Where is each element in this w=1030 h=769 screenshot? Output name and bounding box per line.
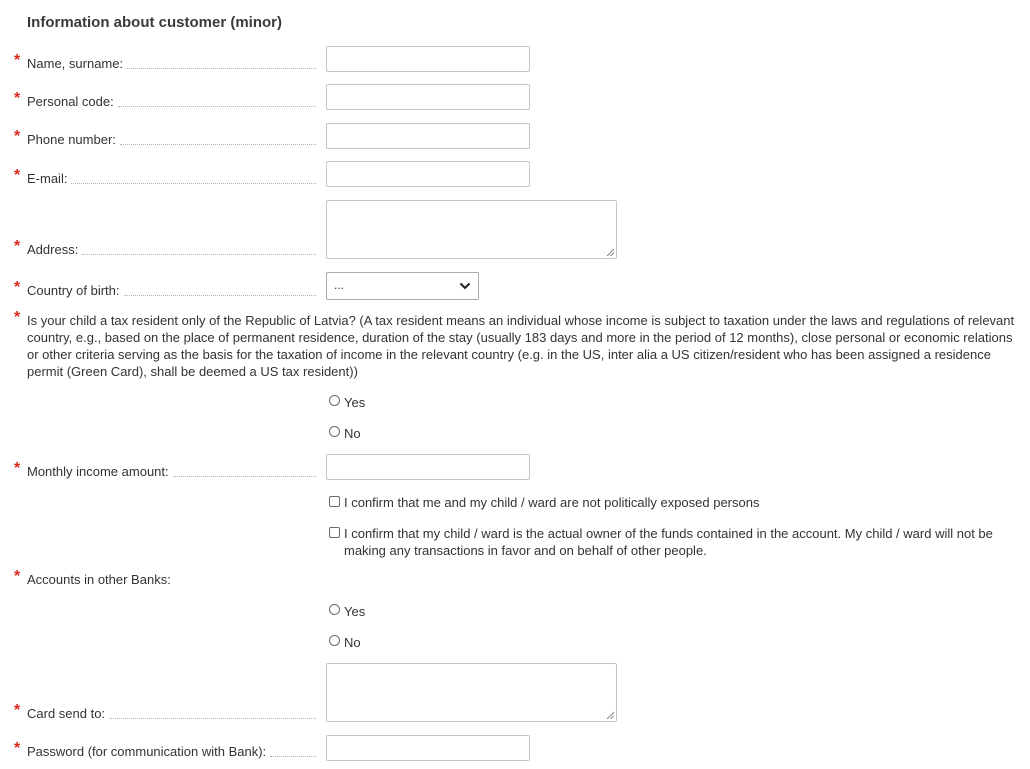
country-label (27, 283, 316, 299)
other-banks-label (27, 572, 171, 588)
confirm-owner-option[interactable] (329, 525, 1009, 559)
password-label (27, 744, 316, 760)
other-banks-yes-label[interactable]: Yes (344, 604, 366, 619)
required-star: * (14, 90, 21, 107)
card-send-to-textarea[interactable] (326, 663, 617, 722)
confirm-owner-label[interactable]: I confirm that my child / ward is the actual owner of the funds contained in the account. My child / ward will not be making any transactions in favor and on behalf of other people. (344, 526, 993, 558)
confirm-pep-label[interactable]: I confirm that me and my child / ward are not politically exposed persons (344, 495, 760, 510)
tax-resident-yes-radio[interactable] (329, 395, 340, 406)
required-star: * (14, 279, 21, 296)
password-input[interactable] (326, 735, 530, 761)
confirm-pep-option[interactable] (329, 494, 1009, 511)
country-select[interactable] (326, 272, 479, 300)
dotted-leader (120, 143, 316, 145)
email-label (27, 171, 316, 187)
address-label-text: Address: (27, 242, 79, 257)
resize-grip-icon[interactable] (606, 711, 614, 719)
phone-input[interactable] (326, 123, 530, 149)
name-label-text: Name, surname: (27, 56, 124, 71)
resize-grip-icon[interactable] (606, 248, 614, 256)
dotted-leader (270, 755, 316, 757)
tax-resident-yes-label[interactable]: Yes (344, 395, 366, 410)
email-input[interactable] (326, 161, 530, 187)
dotted-leader (173, 475, 316, 477)
address-label (27, 242, 316, 258)
address-textarea[interactable] (326, 200, 617, 259)
other-banks-no-label[interactable]: No (344, 635, 361, 650)
other-banks-no-radio[interactable] (329, 635, 340, 646)
required-star: * (14, 128, 21, 145)
tax-resident-no-label[interactable]: No (344, 426, 361, 441)
required-star: * (14, 167, 21, 184)
card-send-to-label (27, 706, 316, 722)
dotted-leader (124, 294, 317, 296)
country-label-text: Country of birth: (27, 283, 120, 298)
tax-resident-no-radio[interactable] (329, 426, 340, 437)
dotted-leader (71, 182, 316, 184)
required-star: * (14, 52, 21, 69)
required-star: * (14, 238, 21, 255)
dotted-leader (127, 67, 316, 69)
phone-label-text: Phone number: (27, 132, 116, 147)
monthly-income-label (27, 464, 316, 480)
tax-resident-no-option[interactable] (329, 424, 361, 442)
dotted-leader (82, 253, 316, 255)
section-title: Information about customer (minor) (27, 14, 282, 31)
required-star: * (14, 702, 21, 719)
email-label-text: E-mail: (27, 171, 68, 186)
personal-code-label (27, 94, 316, 110)
personal-code-input[interactable] (326, 84, 530, 110)
tax-resident-question: Is your child a tax resident only of the Republic of Latvia? (A tax resident means an individual whose income is subject to taxation under the laws and regulations of relevant country, e.g., based on the place of permanent residence, duration of the stay (usually 183 days and more in the period of 12 months), close personal or economic relations or other criteria serving as the basis for the taxation of income in the relevant country (e.g. in the US, inter alia a US citizen/resident who has been assigned a residence permit (Green Card), shall be deemed a US tax resident)) (27, 313, 1015, 379)
monthly-income-label-text: Monthly income amount: (27, 464, 169, 479)
name-label (27, 56, 316, 72)
required-star: * (14, 460, 21, 477)
required-star: * (14, 740, 21, 757)
country-select-value: ... (334, 278, 345, 292)
chevron-down-icon (459, 281, 471, 291)
other-banks-yes-option[interactable] (329, 602, 365, 620)
confirm-pep-checkbox[interactable] (329, 496, 340, 507)
dotted-leader (109, 717, 316, 719)
other-banks-no-option[interactable] (329, 633, 361, 651)
tax-resident-yes-option[interactable] (329, 393, 365, 411)
confirm-owner-checkbox[interactable] (329, 527, 340, 538)
monthly-income-input[interactable] (326, 454, 530, 480)
password-label-text: Password (for communication with Bank): (27, 744, 267, 759)
other-banks-label-text: Accounts in other Banks: (27, 572, 171, 587)
personal-code-label-text: Personal code: (27, 94, 114, 109)
required-star: * (14, 568, 21, 585)
name-input[interactable] (326, 46, 530, 72)
phone-label (27, 132, 316, 148)
other-banks-yes-radio[interactable] (329, 604, 340, 615)
required-star: * (14, 309, 21, 326)
card-send-to-label-text: Card send to: (27, 706, 106, 721)
dotted-leader (118, 105, 316, 107)
